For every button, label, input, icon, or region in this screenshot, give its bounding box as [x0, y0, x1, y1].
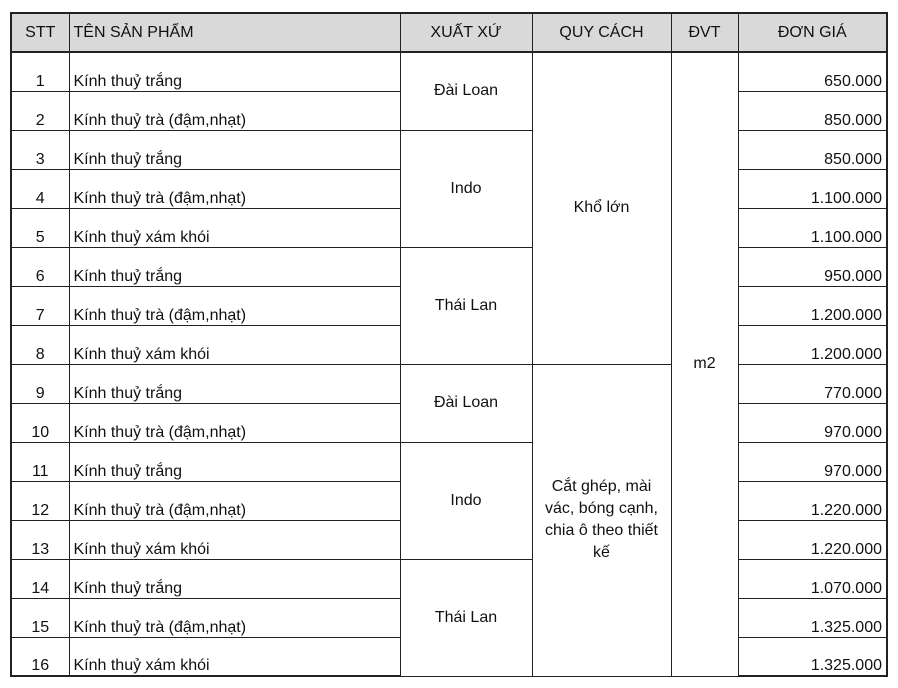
row-stt: 5	[11, 208, 69, 247]
row-price: 970.000	[738, 403, 887, 442]
row-stt: 3	[11, 130, 69, 169]
row-price: 970.000	[738, 442, 887, 481]
row-stt: 13	[11, 520, 69, 559]
row-product-name: Kính thuỷ trắng	[69, 559, 400, 598]
row-stt: 16	[11, 637, 69, 676]
row-price: 1.325.000	[738, 637, 887, 676]
row-price: 770.000	[738, 364, 887, 403]
row-product-name: Kính thuỷ xám khói	[69, 208, 400, 247]
row-stt: 9	[11, 364, 69, 403]
row-stt: 1	[11, 52, 69, 91]
row-product-name: Kính thuỷ trà (đậm,nhạt)	[69, 403, 400, 442]
origin-cell: Thái Lan	[400, 559, 532, 676]
row-stt: 7	[11, 286, 69, 325]
row-stt: 15	[11, 598, 69, 637]
row-price: 1.200.000	[738, 325, 887, 364]
row-stt: 6	[11, 247, 69, 286]
row-price: 850.000	[738, 130, 887, 169]
table-row	[11, 442, 887, 481]
header-origin: XUẤT XỨ	[400, 13, 532, 52]
row-product-name: Kính thuỷ trắng	[69, 130, 400, 169]
row-product-name: Kính thuỷ trà (đậm,nhạt)	[69, 169, 400, 208]
row-product-name: Kính thuỷ xám khói	[69, 520, 400, 559]
row-stt: 8	[11, 325, 69, 364]
row-product-name: Kính thuỷ trắng	[69, 364, 400, 403]
spec-cell: Khổ lớn	[532, 52, 671, 364]
unit-cell: m2	[671, 52, 738, 676]
row-price: 1.220.000	[738, 481, 887, 520]
row-price: 650.000	[738, 52, 887, 91]
row-price: 1.100.000	[738, 208, 887, 247]
row-price: 950.000	[738, 247, 887, 286]
header-spec: QUY CÁCH	[532, 13, 671, 52]
header-price: ĐƠN GIÁ	[738, 13, 887, 52]
row-stt: 14	[11, 559, 69, 598]
row-product-name: Kính thuỷ trắng	[69, 442, 400, 481]
row-stt: 2	[11, 91, 69, 130]
row-price: 1.220.000	[738, 520, 887, 559]
row-price: 1.070.000	[738, 559, 887, 598]
row-stt: 4	[11, 169, 69, 208]
spec-cell: Cắt ghép, mài vác, bóng cạnh, chia ô theo thiết kế	[532, 364, 671, 676]
row-price: 850.000	[738, 91, 887, 130]
row-stt: 11	[11, 442, 69, 481]
header-stt: STT	[11, 13, 69, 52]
row-stt: 12	[11, 481, 69, 520]
row-price: 1.200.000	[738, 286, 887, 325]
origin-cell: Indo	[400, 442, 532, 559]
row-product-name: Kính thuỷ xám khói	[69, 325, 400, 364]
row-product-name: Kính thuỷ trà (đậm,nhạt)	[69, 481, 400, 520]
table-row	[11, 52, 887, 91]
origin-cell: Đài Loan	[400, 52, 532, 130]
row-product-name: Kính thuỷ trắng	[69, 247, 400, 286]
row-price: 1.325.000	[738, 598, 887, 637]
origin-cell: Đài Loan	[400, 364, 532, 442]
row-product-name: Kính thuỷ trà (đậm,nhạt)	[69, 91, 400, 130]
table-row	[11, 364, 887, 403]
table-row	[11, 130, 887, 169]
row-product-name: Kính thuỷ trà (đậm,nhạt)	[69, 598, 400, 637]
header-row	[11, 13, 887, 52]
origin-cell: Thái Lan	[400, 247, 532, 364]
header-product-name: TÊN SẢN PHẨM	[69, 13, 400, 52]
row-stt: 10	[11, 403, 69, 442]
row-product-name: Kính thuỷ trà (đậm,nhạt)	[69, 286, 400, 325]
price-table	[10, 12, 888, 677]
row-product-name: Kính thuỷ xám khói	[69, 637, 400, 676]
header-unit: ĐVT	[671, 13, 738, 52]
table-row	[11, 559, 887, 598]
row-product-name: Kính thuỷ trắng	[69, 52, 400, 91]
table-row	[11, 247, 887, 286]
row-price: 1.100.000	[738, 169, 887, 208]
origin-cell: Indo	[400, 130, 532, 247]
